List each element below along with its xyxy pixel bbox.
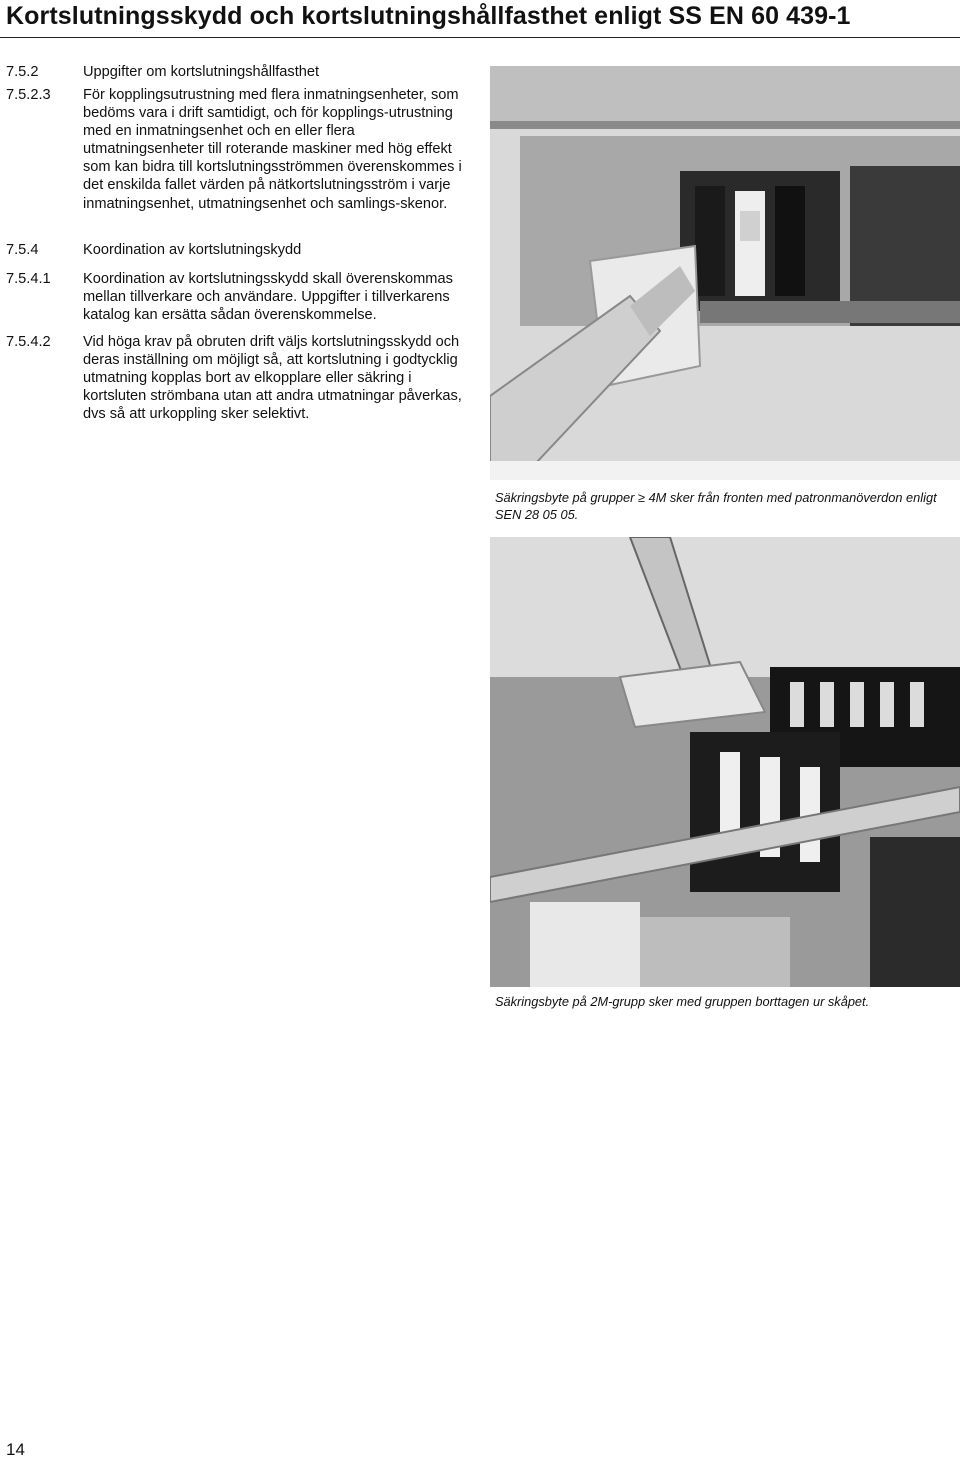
section-7-5-2 [6,63,476,81]
section-text: För kopplingsutrustning med flera inmatningsenheter, som bedöms vara i drift samtidigt, och för kopplings-utrustning med en inmatningsenhet och en eller flera utmatningsenheter till roterande maskiner med hög effekt som kan bidra till kortslutningsströmmen överenskommes i det enskilda fallet värden på nätkortslutningsström i varje inmatningsenhet, utmatningsenhet och samlings-skenor. [83,87,462,212]
fuse-removed-photo [490,537,960,987]
section-text: Vid höga krav på obruten drift väljs kortslutningsskydd och deras inställning om möjligt så, att kortslutning i godtycklig utmatning kopplas bort av elkopplare eller säkring i kortsluten strömbana utan att andra utmatningar påverkas, dvs så att urkoppling sker selektivt. [83,334,462,423]
figure-caption-1: Säkringsbyte på grupper ≥ 4M sker från fronten med patronmanöverdon enligt SEN 28 05 05. [495,490,937,522]
section-number: 7.5.4.2 [6,334,51,350]
section-7-5-2-3 [6,86,476,213]
section-7-5-4-1 [6,270,476,324]
section-number: 7.5.4 [6,242,39,258]
section-number: 7.5.4.1 [6,271,51,287]
title-rule [0,37,960,38]
page-title: Kortslutningsskydd och kortslutningshållfasthet enligt SS EN 60 439-1 [6,2,851,30]
section-text: Koordination av kortslutningsskydd skall överenskommas mellan tillverkare och användare. Uppgifter i tillverkarens katalog kan ersätta sådan överenskommelse. [83,271,453,324]
section-7-5-4 [6,241,476,259]
fuse-front-photo [490,66,960,480]
section-text: Koordination av kortslutningskydd [83,242,302,258]
figure-caption-2: Säkringsbyte på 2M-grupp sker med gruppen borttagen ur skåpet. [495,994,870,1009]
section-text: Uppgifter om kortslutningshållfasthet [83,64,320,80]
section-7-5-4-2 [6,333,476,423]
page-number: 14 [6,1440,25,1459]
section-number: 7.5.2 [6,64,39,80]
section-number: 7.5.2.3 [6,87,51,103]
